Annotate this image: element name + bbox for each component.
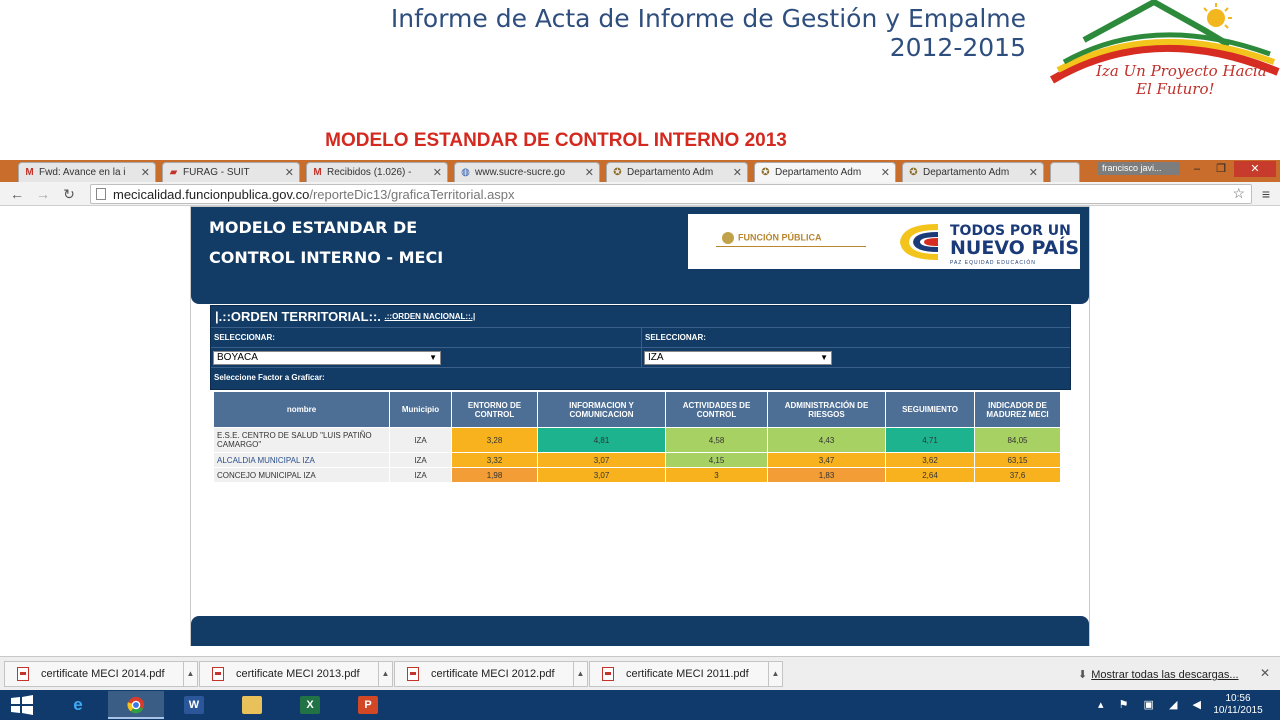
value-cell: 3,07 bbox=[538, 468, 665, 482]
value-cell: 84,05 bbox=[975, 428, 1060, 452]
seal-icon: ✪ bbox=[613, 167, 622, 178]
nuevo-pais-line1: TODOS POR UN bbox=[950, 223, 1071, 239]
value-cell: 4,58 bbox=[666, 428, 767, 452]
col-header-administracion[interactable]: ADMINISTRACIÓN DE RIESGOS bbox=[768, 392, 885, 427]
tab-label: Departamento Adm bbox=[923, 167, 1010, 178]
pdf-icon bbox=[407, 667, 419, 681]
brand-panel bbox=[688, 214, 1080, 269]
logo-slogan-line2: El Futuro! bbox=[1136, 80, 1215, 98]
browser-tab-4[interactable] bbox=[454, 162, 600, 182]
clock-time: 10:56 bbox=[1225, 693, 1251, 704]
meci-title bbox=[209, 213, 443, 273]
nuevo-pais-text bbox=[950, 224, 1079, 258]
col-header-indicador[interactable]: INDICADOR DE MADUREZ MECI bbox=[975, 392, 1060, 427]
department-select-value: BOYACA bbox=[217, 352, 258, 363]
meci-footer-bar bbox=[191, 616, 1089, 646]
system-tray[interactable]: ▴ ⚑ ▣ ◢ ◀ bbox=[1098, 699, 1207, 711]
select-cell-municipality bbox=[641, 348, 1072, 367]
taskbar bbox=[0, 690, 1280, 720]
chevron-down-icon[interactable]: ▲ bbox=[573, 662, 587, 686]
value-cell: 3,32 bbox=[452, 453, 537, 467]
tab-label: Fwd: Avance en la i bbox=[39, 167, 126, 178]
chrome-icon bbox=[126, 696, 146, 714]
download-item[interactable] bbox=[4, 661, 198, 687]
tab-strip bbox=[0, 160, 1280, 182]
selector-panel bbox=[210, 305, 1071, 390]
value-cell: 63,15 bbox=[975, 453, 1060, 467]
meci-title-line1: MODELO ESTANDAR DE bbox=[209, 218, 418, 237]
value-cell: 2,64 bbox=[886, 468, 974, 482]
download-filename: certificate MECI 2013.pdf bbox=[236, 668, 360, 680]
meci-header bbox=[191, 207, 1089, 279]
nuevo-pais-line2: NUEVO PAÍS bbox=[950, 237, 1080, 259]
tab-label: www.sucre-sucre.go bbox=[475, 167, 566, 178]
funcion-publica-logo bbox=[722, 232, 822, 244]
funcion-publica-label: FUNCIÓN PÚBLICA bbox=[738, 232, 822, 243]
value-cell: 3,47 bbox=[768, 453, 885, 467]
value-cell: 3,07 bbox=[538, 453, 665, 467]
dropdown-arrow-icon: ▼ bbox=[820, 353, 828, 362]
chevron-down-icon[interactable]: ▲ bbox=[768, 662, 782, 686]
clock-date: 10/11/2015 bbox=[1213, 705, 1263, 716]
divider bbox=[716, 246, 866, 247]
reload-icon[interactable]: ↻ bbox=[63, 186, 75, 202]
value-cell: 1,98 bbox=[452, 468, 537, 482]
tab-label: Departamento Adm bbox=[775, 167, 862, 178]
col-header-municipio[interactable]: Municipio bbox=[390, 392, 451, 427]
value-cell: 3 bbox=[666, 468, 767, 482]
taskbar-powerpoint[interactable] bbox=[340, 691, 396, 719]
taskbar-excel[interactable] bbox=[282, 691, 338, 719]
close-icon[interactable]: ✕ bbox=[880, 167, 890, 179]
pdf-icon bbox=[602, 667, 614, 681]
browser-window bbox=[0, 160, 1280, 690]
nuevo-pais-logo bbox=[894, 220, 1080, 266]
col-header-entorno[interactable]: ENTORNO DE CONTROL bbox=[452, 392, 537, 427]
value-cell: 3,62 bbox=[886, 453, 974, 467]
close-icon[interactable]: ✕ bbox=[432, 167, 442, 179]
tab-label: Departamento Adm bbox=[627, 167, 714, 178]
pdf-icon bbox=[17, 667, 29, 681]
slide-title-line2: 2012-2015 bbox=[889, 33, 1026, 62]
window-close-icon[interactable]: ✕ bbox=[1234, 161, 1276, 177]
table-row bbox=[214, 428, 1060, 452]
col-header-nombre[interactable]: nombre bbox=[214, 392, 389, 427]
windows-start-icon[interactable] bbox=[10, 695, 34, 715]
row-name[interactable]: ALCALDIA MUNICIPAL IZA bbox=[214, 453, 389, 467]
close-icon[interactable]: ✕ bbox=[1260, 666, 1271, 680]
dropdown-arrow-icon: ▼ bbox=[429, 353, 437, 362]
department-select[interactable] bbox=[213, 351, 441, 365]
col-header-seguimiento[interactable]: SEGUIMIENTO bbox=[886, 392, 974, 427]
select-labels-row bbox=[211, 328, 1070, 348]
tab-label: Recibidos (1.026) - bbox=[327, 167, 412, 178]
download-item[interactable] bbox=[394, 661, 588, 687]
download-item[interactable] bbox=[589, 661, 783, 687]
close-icon[interactable]: ✕ bbox=[284, 167, 294, 179]
value-cell: 1,83 bbox=[768, 468, 885, 482]
results-table bbox=[213, 391, 1061, 483]
download-item[interactable] bbox=[199, 661, 393, 687]
value-cell: 3,28 bbox=[452, 428, 537, 452]
minimize-icon[interactable]: ‒ bbox=[1193, 163, 1201, 175]
meci-title-line2: CONTROL INTERNO - MECI bbox=[209, 248, 444, 267]
nuevo-pais-mark-icon bbox=[894, 220, 942, 264]
clock[interactable] bbox=[1206, 693, 1270, 717]
slide-subtitle: MODELO ESTANDAR DE CONTROL INTERNO 2013 bbox=[325, 130, 787, 151]
browser-tab-5[interactable] bbox=[606, 162, 748, 182]
tab-label: FURAG - SUIT bbox=[183, 167, 250, 178]
powerpoint-icon: P bbox=[358, 696, 378, 714]
browser-tab-7[interactable] bbox=[902, 162, 1044, 182]
taskbar-word[interactable] bbox=[166, 691, 222, 719]
row-name[interactable]: CONCEJO MUNICIPAL IZA bbox=[214, 468, 389, 482]
gmail-icon: M bbox=[25, 167, 34, 178]
address-bar[interactable] bbox=[90, 184, 1252, 204]
col-header-informacion[interactable]: INFORMACION Y COMUNICACION bbox=[538, 392, 665, 427]
table-header-row bbox=[214, 392, 1060, 427]
back-arrow-icon[interactable]: ← bbox=[10, 186, 24, 202]
close-icon[interactable]: ✕ bbox=[140, 167, 150, 179]
iza-logo bbox=[1044, 0, 1280, 104]
browser-toolbar bbox=[0, 182, 1280, 206]
page-viewport bbox=[0, 206, 1280, 656]
row-municipio: IZA bbox=[390, 468, 451, 482]
nuevo-pais-tagline: PAZ EQUIDAD EDUCACIÓN bbox=[950, 260, 1036, 266]
bookmark-star-icon[interactable]: ☆ bbox=[1232, 185, 1245, 201]
taskbar-explorer[interactable] bbox=[224, 691, 280, 719]
slide-title-line1: Informe de Acta de Informe de Gestión y Empalme bbox=[390, 4, 1026, 33]
word-icon: W bbox=[184, 696, 204, 714]
restore-icon[interactable]: ❐ bbox=[1216, 163, 1226, 175]
menu-icon[interactable]: ≡ bbox=[1261, 186, 1271, 202]
meci-header-bar bbox=[191, 279, 1089, 304]
value-cell: 4,81 bbox=[538, 428, 665, 452]
value-cell: 4,15 bbox=[666, 453, 767, 467]
row-municipio: IZA bbox=[390, 428, 451, 452]
downloads-bar bbox=[0, 656, 1280, 690]
order-nacional-link[interactable]: .::ORDEN NACIONAL::.| bbox=[384, 312, 476, 321]
factor-label: Seleccione Factor a Graficar: bbox=[214, 373, 325, 382]
browser-tab-3[interactable] bbox=[306, 162, 448, 182]
close-icon[interactable]: ✕ bbox=[732, 167, 742, 179]
value-cell: 37,6 bbox=[975, 468, 1060, 482]
municipality-select[interactable] bbox=[644, 351, 832, 365]
pdf-icon bbox=[212, 667, 224, 681]
taskbar-chrome[interactable] bbox=[108, 691, 164, 719]
table-row bbox=[214, 468, 1060, 482]
show-all-label: Mostrar todas las descargas... bbox=[1091, 669, 1239, 681]
browser-tab-2[interactable] bbox=[162, 162, 300, 182]
browser-tab-6-active[interactable] bbox=[754, 162, 896, 182]
gmail-icon: M bbox=[313, 167, 322, 178]
select-cell-department bbox=[211, 348, 641, 367]
ie-icon: e bbox=[73, 695, 83, 714]
row-municipio: IZA bbox=[390, 453, 451, 467]
explorer-icon bbox=[242, 696, 262, 714]
col-header-actividades[interactable]: ACTIVIDADES DE CONTROL bbox=[666, 392, 767, 427]
close-icon[interactable]: ✕ bbox=[1028, 167, 1038, 179]
download-arrow-icon: ⬇ bbox=[1078, 669, 1088, 681]
slide-title bbox=[300, 4, 1026, 62]
order-territorial-link[interactable]: |.::ORDEN TERRITORIAL::. bbox=[215, 309, 381, 324]
municipality-select-value: IZA bbox=[648, 352, 664, 363]
url-host: mecicalidad.funcionpublica.gov.co bbox=[113, 187, 310, 202]
user-badge[interactable]: francisco javi... bbox=[1098, 162, 1180, 175]
globe-icon: ◍ bbox=[461, 167, 470, 178]
select-row bbox=[211, 348, 1070, 368]
download-filename: certificate MECI 2014.pdf bbox=[41, 668, 165, 680]
close-icon[interactable]: ✕ bbox=[584, 167, 594, 179]
excel-icon: X bbox=[300, 696, 320, 714]
select-label-municipality: SELECCIONAR: bbox=[641, 328, 1072, 347]
value-cell: 4,71 bbox=[886, 428, 974, 452]
url-path: /reporteDic13/graficaTerritorial.aspx bbox=[309, 187, 515, 202]
download-filename: certificate MECI 2012.pdf bbox=[431, 668, 555, 680]
show-all-downloads-link[interactable] bbox=[1078, 668, 1239, 681]
page-icon bbox=[96, 188, 106, 200]
colombia-seal-icon bbox=[722, 232, 734, 244]
new-tab-button[interactable] bbox=[1050, 162, 1080, 182]
logo-slogan-line1: Iza Un Proyecto Hacia bbox=[1096, 62, 1267, 80]
chevron-down-icon[interactable]: ▲ bbox=[378, 662, 392, 686]
taskbar-ie[interactable] bbox=[50, 691, 106, 719]
select-label-department: SELECCIONAR: bbox=[214, 333, 275, 342]
table-row bbox=[214, 453, 1060, 467]
seal-icon: ✪ bbox=[761, 167, 770, 178]
row-name[interactable]: E.S.E. CENTRO DE SALUD "LUIS PATIÑO CAMARGO" bbox=[214, 428, 389, 452]
order-row bbox=[211, 306, 1070, 328]
chevron-down-icon[interactable]: ▲ bbox=[183, 662, 197, 686]
browser-tab-1[interactable] bbox=[18, 162, 156, 182]
meci-report-frame bbox=[190, 206, 1090, 646]
download-filename: certificate MECI 2011.pdf bbox=[626, 668, 749, 680]
seal-icon: ✪ bbox=[909, 167, 918, 178]
forward-arrow-icon[interactable]: → bbox=[36, 186, 50, 202]
value-cell: 4,43 bbox=[768, 428, 885, 452]
suit-icon: ▰ bbox=[169, 167, 178, 178]
